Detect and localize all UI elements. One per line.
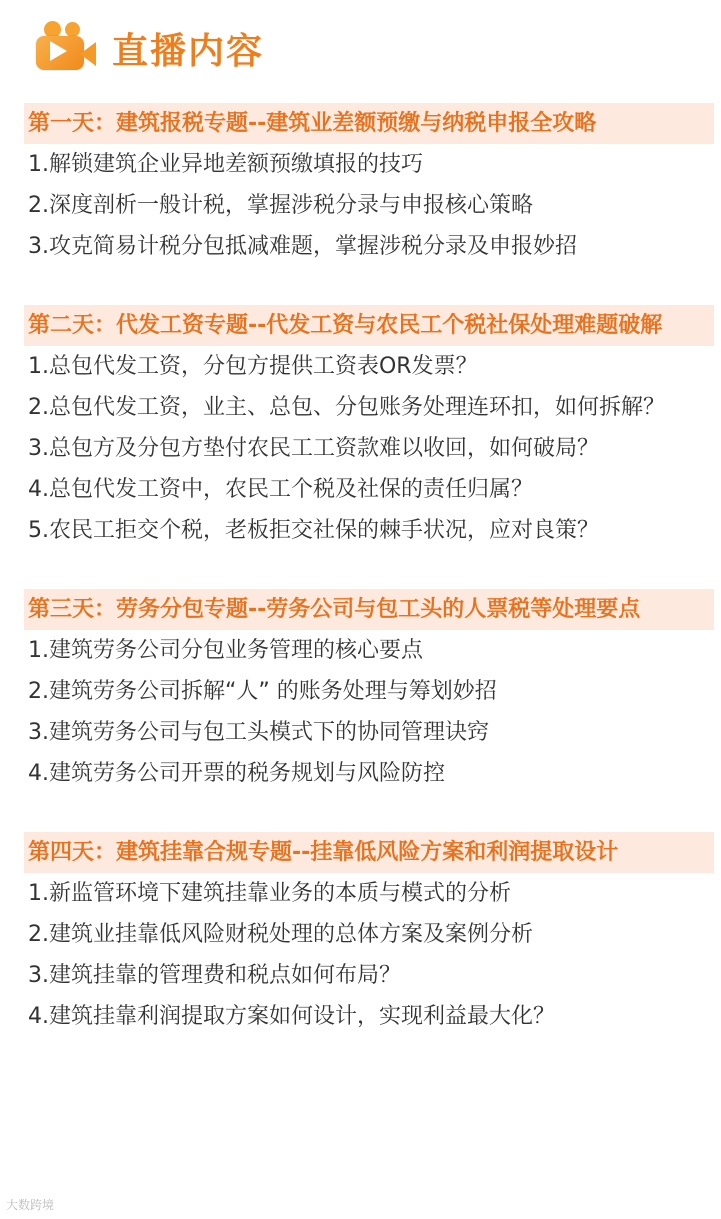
day-title: 第三天：劳务分包专题--劳务公司与包工头的人票税等处理要点 xyxy=(24,589,714,630)
list-item: 1.建筑劳务公司分包业务管理的核心要点 xyxy=(28,638,423,663)
video-camera-icon xyxy=(36,20,98,76)
day-title: 第二天：代发工资专题--代发工资与农民工个税社保处理难题破解 xyxy=(24,305,714,346)
list-item: 3.攻克简易计税分包抵减难题，掌握涉税分录及申报妙招 xyxy=(28,234,577,259)
list-item: 1.新监管环境下建筑挂靠业务的本质与模式的分析 xyxy=(28,881,511,906)
list-item: 5.农民工拒交个税，老板拒交社保的棘手状况，应对良策？ xyxy=(28,518,599,543)
day-section xyxy=(24,832,714,1037)
list-item: 1.解锁建筑企业异地差额预缴填报的技巧 xyxy=(28,152,423,177)
day-section xyxy=(24,589,714,794)
list-item: 3.总包方及分包方垫付农民工工资款难以收回，如何破局？ xyxy=(28,436,599,461)
day-title: 第一天：建筑报税专题--建筑业差额预缴与纳税申报全攻略 xyxy=(24,103,714,144)
day-section xyxy=(24,305,714,551)
day-title: 第四天：建筑挂靠合规专题--挂靠低风险方案和利润提取设计 xyxy=(24,832,714,873)
page-header xyxy=(36,18,264,78)
live-content-list xyxy=(24,103,714,1075)
list-item: 3.建筑劳务公司与包工头模式下的协同管理诀窍 xyxy=(28,720,489,745)
list-item: 2.深度剖析一般计税，掌握涉税分录与申报核心策略 xyxy=(28,193,533,218)
list-item: 4.建筑挂靠利润提取方案如何设计，实现利益最大化？ xyxy=(28,1004,555,1029)
list-item: 2.建筑劳务公司拆解“人” 的账务处理与筹划妙招 xyxy=(28,679,497,704)
list-item: 3.建筑挂靠的管理费和税点如何布局？ xyxy=(28,963,401,988)
page-title: 直播内容 xyxy=(112,30,265,72)
list-item: 2.建筑业挂靠低风险财税处理的总体方案及案例分析 xyxy=(28,922,533,947)
list-item: 2.总包代发工资，业主、总包、分包账务处理连环扣，如何拆解？ xyxy=(28,395,665,420)
list-item: 1.总包代发工资，分包方提供工资表OR发票？ xyxy=(28,354,478,379)
day-section xyxy=(24,103,714,267)
list-item: 4.总包代发工资中，农民工个税及社保的责任归属？ xyxy=(28,477,533,502)
watermark: 大数跨境 xyxy=(6,1198,55,1212)
list-item: 4.建筑劳务公司开票的税务规划与风险防控 xyxy=(28,761,445,786)
